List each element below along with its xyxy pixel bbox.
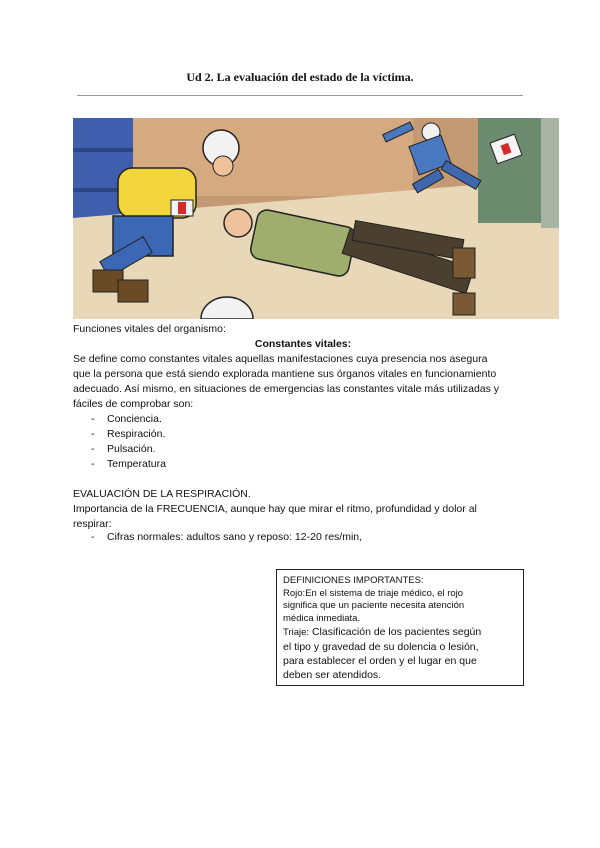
title-divider bbox=[77, 95, 523, 96]
rojo-definition: Rojo:En el sistema de triaje médico, el rojo bbox=[283, 587, 464, 599]
page-title: Ud 2. La evaluación del estado de la víctima. bbox=[186, 70, 414, 84]
rojo-term: Rojo: bbox=[283, 587, 306, 599]
doorway bbox=[478, 118, 543, 223]
definitions-box: DEFINICIONES IMPORTANTES: Rojo:En el sistema de triaje médico, el rojo significa que un paciente necesita atención médica inmediata. Triaje: Clasificación de los pacientes según el tipo y gravedad de su dolencia o lesión, para establecer el orden y el lugar en que deben ser atendidos. bbox=[276, 569, 524, 686]
first-aid-illustration bbox=[73, 118, 559, 319]
intro-line: Funciones vitales del organismo: bbox=[73, 323, 226, 335]
definitions-title: DEFINICIONES IMPORTANTES: bbox=[283, 575, 424, 586]
triaje-term: Triaje: bbox=[283, 627, 310, 638]
respiration-line-1: Importancia de la FRECUENCIA, aunque hay que mirar el ritmo, profundidad y dolor al bbox=[73, 503, 477, 515]
list-item: - Conciencia. bbox=[73, 412, 533, 427]
respiration-line-2: respirar: bbox=[73, 518, 112, 530]
victim-head bbox=[224, 209, 252, 237]
list-item: - Respiración. bbox=[73, 427, 533, 442]
vital-signs-list bbox=[73, 412, 533, 472]
list-item: - Temperatura bbox=[73, 457, 533, 472]
respiration-heading: EVALUACIÓN DE LA RESPIRACIÓN. bbox=[73, 488, 251, 500]
respiration-list bbox=[73, 530, 533, 545]
triaje-definition: Triaje: Clasificación de los pacientes según bbox=[283, 626, 482, 638]
list-item: - Pulsación. bbox=[73, 442, 533, 457]
door-panel bbox=[541, 118, 559, 228]
constants-paragraph: Se define como constantes vitales aquellas manifestaciones cuya presencia nos asegura que la persona que está siendo explorada mantiene sus órganos vitales en funcionamiento adecuado. Así mismo, en situaciones de emergencias las constantes vitale más utilizadas y fáciles de comprobar son: bbox=[73, 353, 500, 410]
constants-heading: Constantes vitales: bbox=[254, 338, 352, 350]
list-item: - Cifras normales: adultos sano y reposo: 12-20 res/min, bbox=[73, 530, 533, 545]
